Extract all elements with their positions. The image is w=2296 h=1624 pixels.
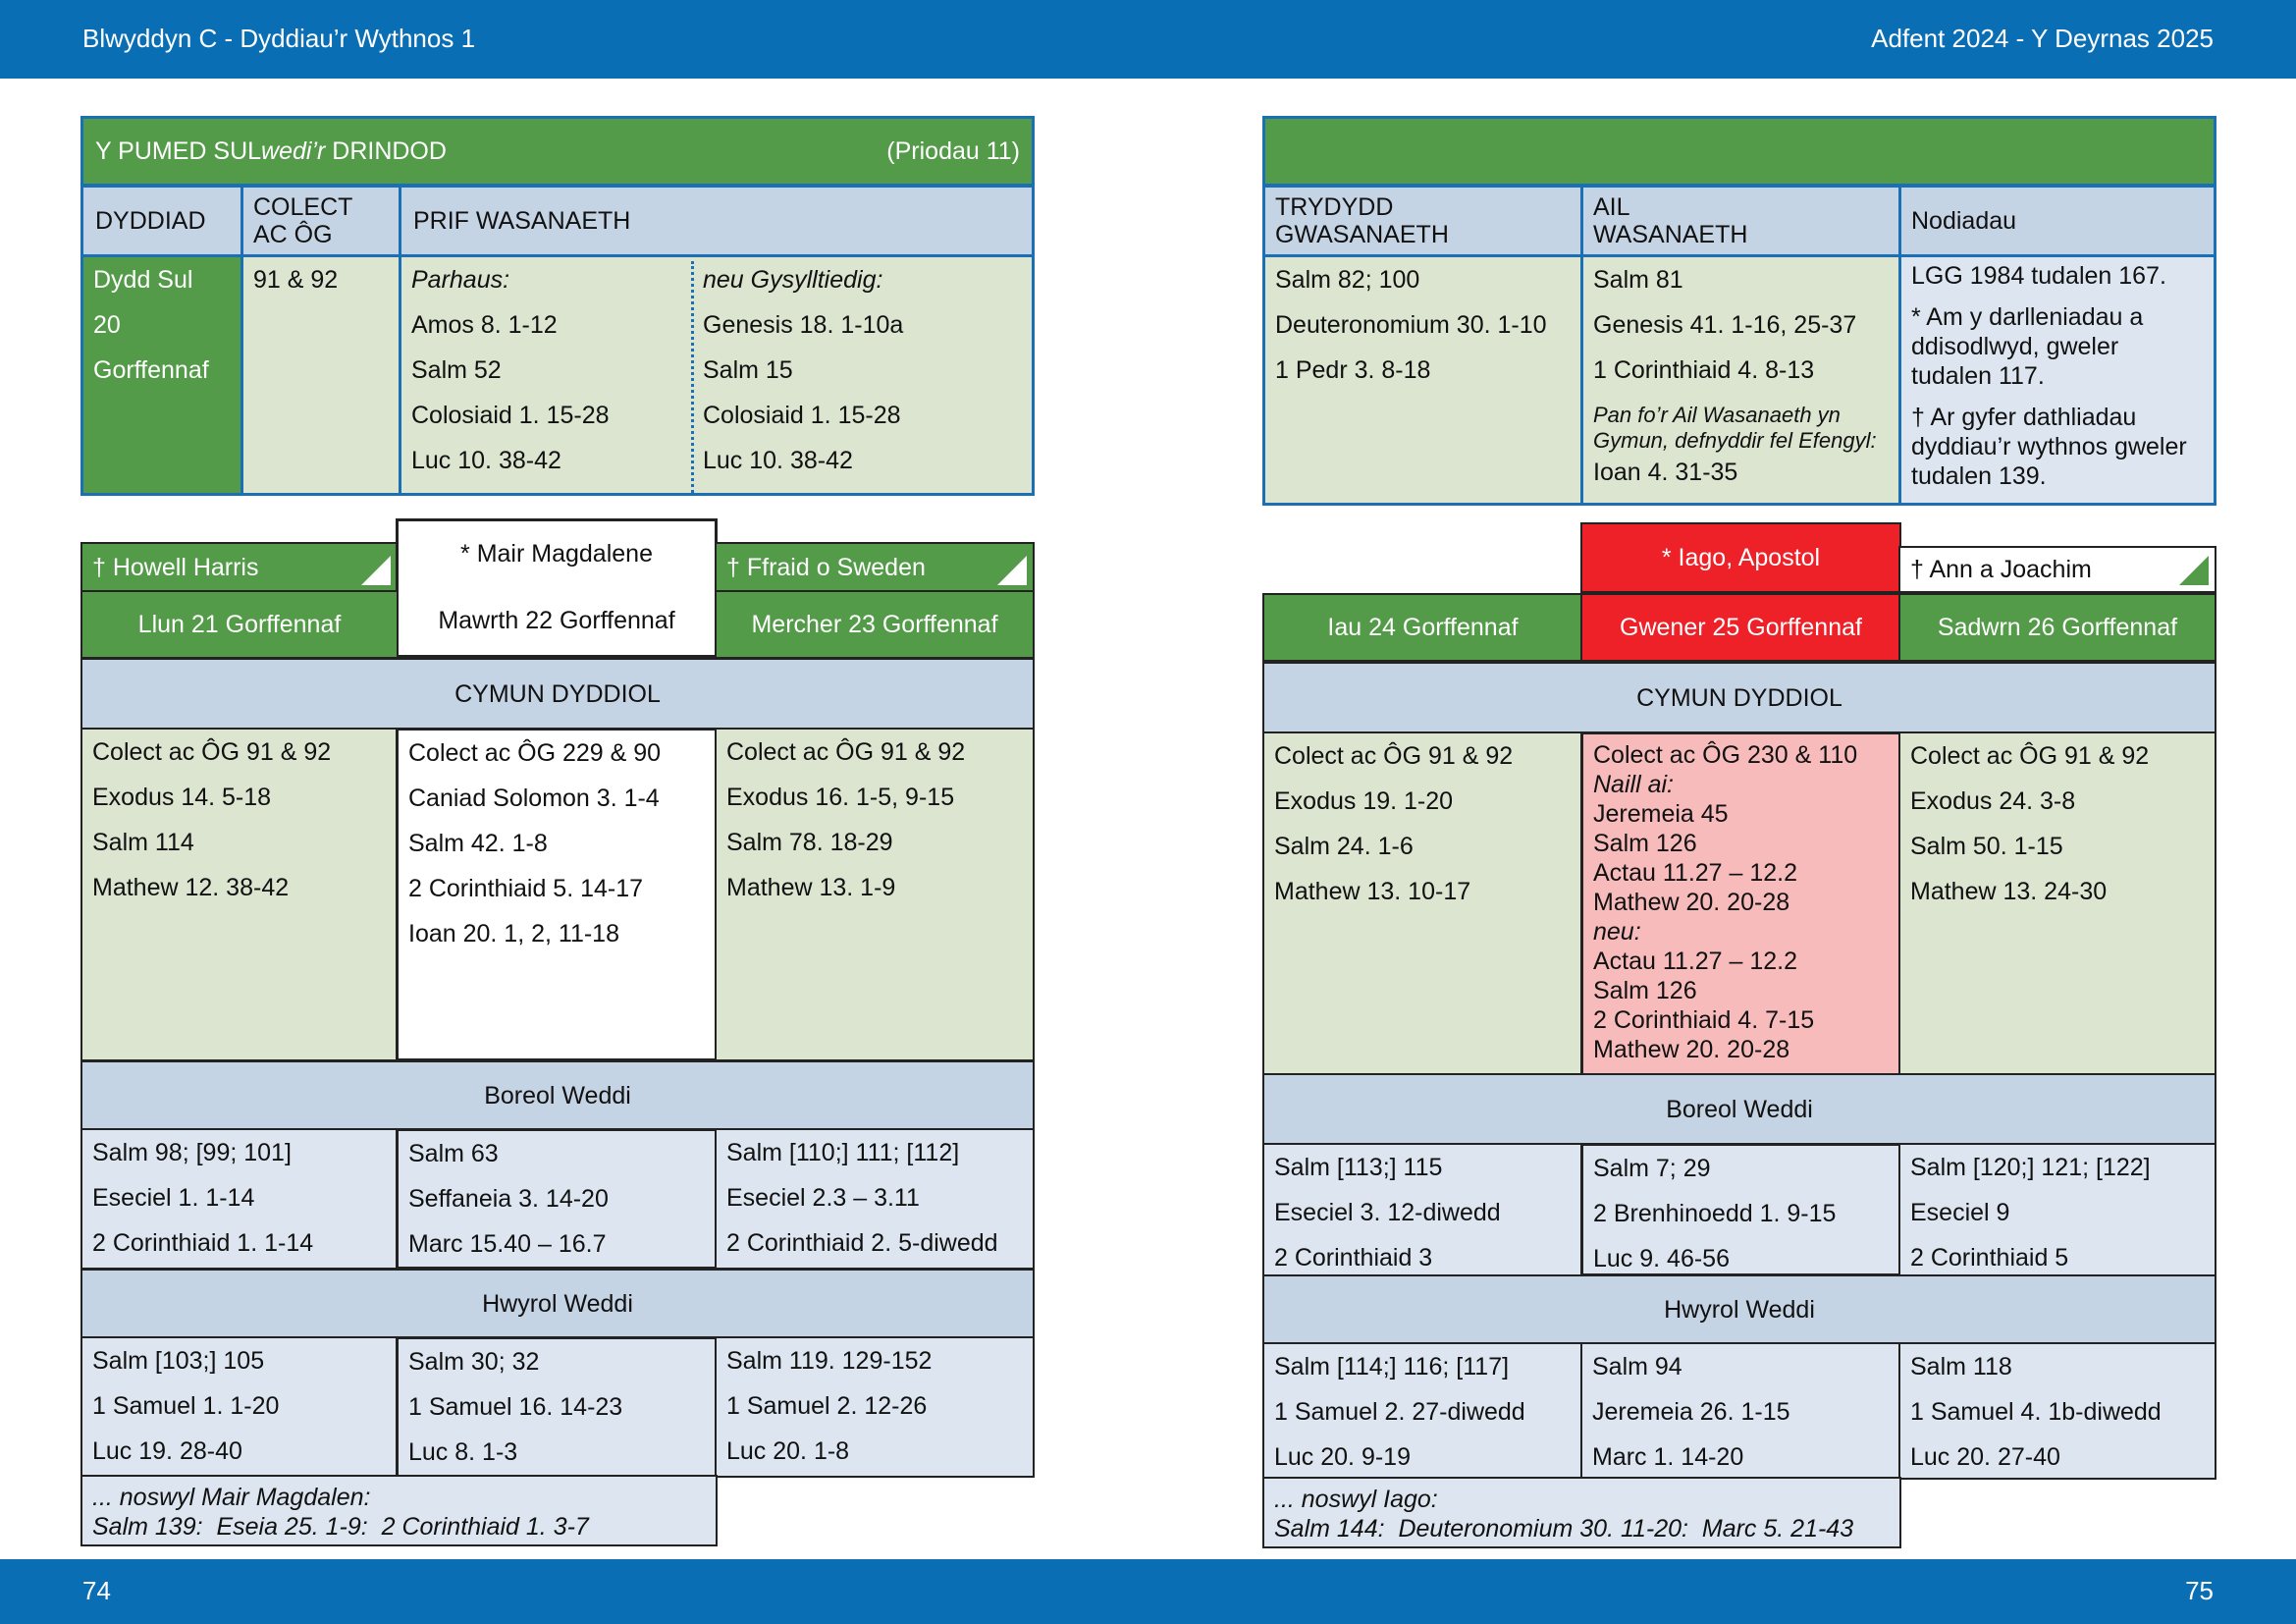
header-collect: COLECT AC ÔG xyxy=(240,185,401,257)
evening-prayer-header-left: Hwyrol Weddi xyxy=(80,1269,1035,1339)
evening-tuesday: Salm 30; 32 1 Samuel 16. 14-23 Luc 8. 1-3 xyxy=(396,1336,718,1478)
continuous-readings: Parhaus: Amos 8. 1-12 Salm 52 Colosiaid 1. 15-28 Luc 10. 38-42 xyxy=(411,266,610,474)
morning-monday: Salm 98; [99; 101] Eseciel 1. 1-14 2 Corinthiaid 1. 1-14 xyxy=(80,1128,399,1270)
page-header xyxy=(0,0,2296,79)
morning-thursday: Salm [113;] 115 Eseciel 3. 12-diwedd 2 Corinthiaid 3 xyxy=(1262,1143,1583,1276)
evening-prayer-header-right: Hwyrol Weddi xyxy=(1262,1274,2216,1345)
page-number-left: 74 xyxy=(82,1576,111,1605)
eucharist-header-right: CYMUN DYDDIOL xyxy=(1262,662,2216,734)
eucharist-friday: Colect ac ÔG 230 & 110 Naill ai: Jeremeia 45 Salm 126 Actau 11.27 – 12.2 Mathew 20. 20-28 neu: Actau 11.27 – 12.2 Salm 126 2 Corinthiaid 4. 7-15 Mathew 20. 20-28 xyxy=(1580,731,1901,1076)
corner-triangle-icon xyxy=(997,556,1027,585)
corner-triangle-icon xyxy=(2179,556,2209,585)
page-footer xyxy=(0,1559,2296,1624)
second-service-readings: Salm 81 Genesis 41. 1-16, 25-37 1 Corinthiaid 4. 8-13 Pan fo’r Ail Wasanaeth yn Gymun, defnyddir fel Efengyl: Ioan 4. 31-35 xyxy=(1580,254,1901,506)
eve-note-mary-magdalene: ... noswyl Mair Magdalen: Salm 139: Eseia 25. 1-9: 2 Corinthiaid 1. 3-7 xyxy=(80,1475,718,1546)
commemoration-monday: † Howell Harris xyxy=(80,542,399,593)
third-service-readings: Salm 82; 100 Deuteronomium 30. 1-10 1 Pedr 3. 8-18 xyxy=(1262,254,1583,506)
related-readings: neu Gysylltiedig: Genesis 18. 1-10a Salm 15 Colosiaid 1. 15-28 Luc 10. 38-42 xyxy=(703,266,904,474)
sunday-readings xyxy=(399,254,1035,496)
sunday-collect: 91 & 92 xyxy=(240,254,401,496)
evening-friday: Salm 94 Jeremeia 26. 1-15 Marc 1. 14-20 xyxy=(1580,1342,1901,1480)
eve-note-james: ... noswyl Iago: Salm 144: Deuteronomium 30. 11-20: Marc 5. 21-43 xyxy=(1262,1477,1901,1548)
notes: LGG 1984 tudalen 167. * Am y darlleniadau a ddisodlwyd, gweler tudalen 117. † Ar gyfer dathliadau dyddiau’r wythnos gweler tudalen 139. xyxy=(1898,254,2216,506)
day-header-monday: Llun 21 Gorffennaf xyxy=(80,590,399,659)
sunday-title-bar xyxy=(80,116,1035,187)
eucharist-monday: Colect ac ÔG 91 & 92 Exodus 14. 5-18 Salm 114 Mathew 12. 38-42 xyxy=(80,728,399,1061)
eucharist-wednesday: Colect ac ÔG 91 & 92 Exodus 16. 1-5, 9-15 Salm 78. 18-29 Mathew 13. 1-9 xyxy=(715,728,1035,1061)
eucharist-header-left: CYMUN DYDDIOL xyxy=(80,658,1035,731)
header-main-service: PRIF WASANAETH xyxy=(399,185,1035,257)
morning-friday: Salm 7; 29 2 Brenhinoedd 1. 9-15 Luc 9. 46-56 xyxy=(1580,1143,1901,1276)
day-header-wednesday: Mercher 23 Gorffennaf xyxy=(715,590,1035,659)
morning-wednesday: Salm [110;] 111; [112] Eseciel 2.3 – 3.11 2 Corinthiaid 2. 5-diwedd xyxy=(715,1128,1035,1270)
header-second-service: AIL WASANAETH xyxy=(1580,185,1901,257)
day-header-thursday: Iau 24 Gorffennaf xyxy=(1262,593,1583,662)
corner-triangle-icon xyxy=(361,556,391,585)
morning-prayer-header-left: Boreol Weddi xyxy=(80,1060,1035,1131)
day-header-friday: Gwener 25 Gorffennaf xyxy=(1580,593,1901,662)
day-header-saturday: Sadwrn 26 Gorffennaf xyxy=(1898,593,2216,662)
morning-tuesday: Salm 63 Seffaneia 3. 14-20 Marc 15.40 – 16.7 xyxy=(396,1128,718,1270)
evening-monday: Salm [103;] 105 1 Samuel 1. 1-20 Luc 19. 28-40 xyxy=(80,1336,399,1478)
header-date: DYDDIAD xyxy=(80,185,243,257)
commemoration-friday: * Iago, Apostol xyxy=(1580,522,1901,593)
second-service-note: Pan fo’r Ail Wasanaeth yn Gymun, defnyddir fel Efengyl: xyxy=(1593,403,1877,453)
day-header-tuesday: * Mair Magdalene Mawrth 22 Gorffennaf xyxy=(396,518,718,658)
sunday-title: Y PUMED SUL wedi’r DRINDOD xyxy=(95,137,447,165)
reading-divider xyxy=(691,261,694,493)
sunday-reference: (Priodau 11) xyxy=(886,137,1020,165)
header-notes: Nodiadau xyxy=(1898,185,2216,257)
eucharist-saturday: Colect ac ÔG 91 & 92 Exodus 24. 3-8 Salm 50. 1-15 Mathew 13. 24-30 xyxy=(1898,731,2216,1076)
evening-wednesday: Salm 119. 129-152 1 Samuel 2. 12-26 Luc 20. 1-8 xyxy=(715,1336,1035,1478)
header-third-service: TRYDYDD GWASANAETH xyxy=(1262,185,1583,257)
eucharist-thursday: Colect ac ÔG 91 & 92 Exodus 19. 1-20 Salm 24. 1-6 Mathew 13. 10-17 xyxy=(1262,731,1583,1076)
eucharist-tuesday: Colect ac ÔG 229 & 90 Caniad Solomon 3. 1-4 Salm 42. 1-8 2 Corinthiaid 5. 14-17 Ioan 20. 1, 2, 11-18 xyxy=(396,728,718,1061)
header-left: Blwyddyn C - Dyddiau’r Wythnos 1 xyxy=(82,24,476,53)
commemoration-wednesday: † Ffraid o Sweden xyxy=(715,542,1035,593)
sunday-date: Dydd Sul 20 Gorffennaf xyxy=(80,254,243,496)
morning-saturday: Salm [120;] 121; [122] Eseciel 9 2 Corinthiaid 5 xyxy=(1898,1143,2216,1276)
sunday-title-bar-right xyxy=(1262,116,2216,187)
page-number-right: 75 xyxy=(2185,1576,2214,1605)
evening-saturday: Salm 118 1 Samuel 4. 1b-diwedd Luc 20. 27-40 xyxy=(1898,1342,2216,1480)
evening-thursday: Salm [114;] 116; [117] 1 Samuel 2. 27-diwedd Luc 20. 9-19 xyxy=(1262,1342,1583,1480)
morning-prayer-header-right: Boreol Weddi xyxy=(1262,1073,2216,1146)
commemoration-saturday: † Ann a Joachim xyxy=(1898,546,2216,593)
header-right: Adfent 2024 - Y Deyrnas 2025 xyxy=(1871,24,2214,53)
